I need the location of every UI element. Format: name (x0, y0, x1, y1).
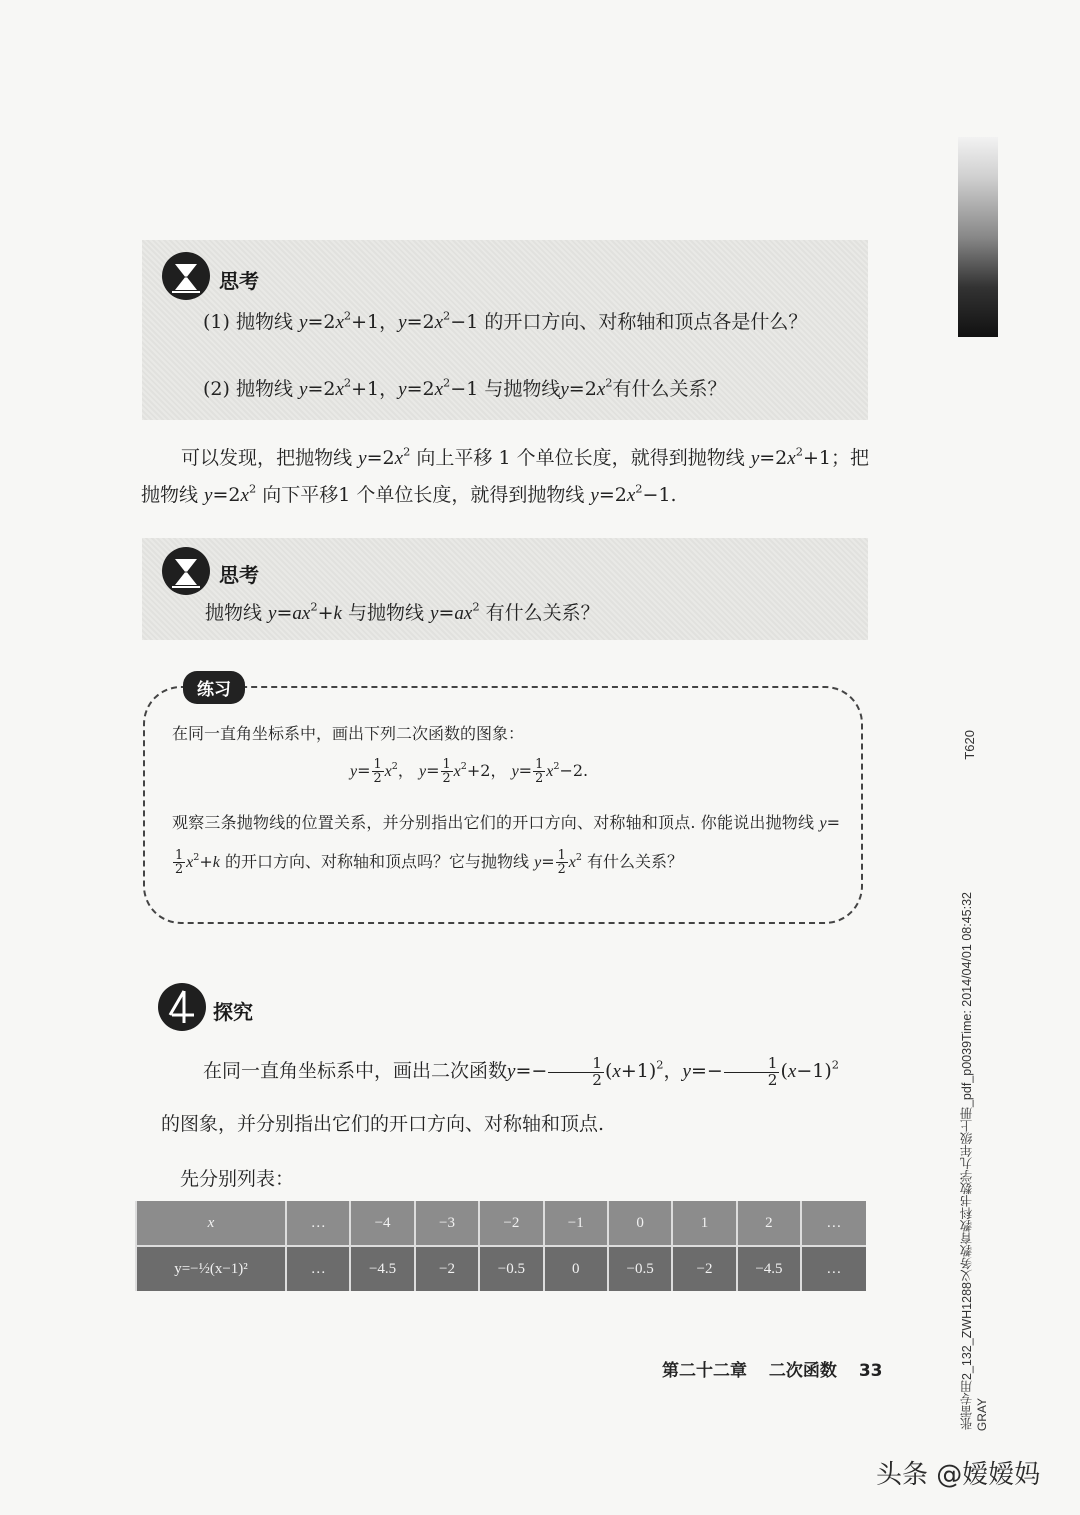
explore-title: 探究 (213, 1000, 253, 1024)
table-cell: −2 (672, 1246, 736, 1291)
practice-task: 观察三条抛物线的位置关系，并分别指出它们的开口方向、对称轴和顶点. 你能说出抛物线 y= $\frac{1}{2}$ $x^2+k$ 的开口方向、对称轴和顶点吗？它与抛物线 y= $\frac{1}{2}$ $x^2$ 有什么关系？ (172, 813, 840, 877)
practice-formulas: y= $\frac{1}{2}$ $x^2$， y= $\frac{1}{2}$ $x^2+2$， y= $\frac{1}{2}$ $x^2-2$. (350, 756, 589, 786)
side-stamp: 张雷专用2_132_ZWH1288义务教育教科书数学九年级上册_pdf_p0039Time: 2014/04/01 08:45:32 (960, 892, 974, 1430)
think-icon (162, 252, 210, 300)
table-cell: … (286, 1246, 350, 1291)
table-cell: −4.5 (350, 1246, 414, 1291)
gray-scale-strip (958, 137, 998, 337)
practice-label: 练习 (183, 671, 245, 704)
footer-chapter: 第二十二章 (662, 1361, 747, 1381)
table-cell: … (801, 1246, 865, 1291)
table-cell: −2 (479, 1201, 543, 1246)
table-header-y: y=−½(x−1)² (136, 1246, 286, 1291)
table-cell: … (801, 1201, 865, 1246)
think-1-question-2: (2) 抛物线 $y=2x^2+1$，$y=2x^2-1$ 与抛物线$y=2x^2$有什么关系？ (203, 375, 727, 400)
footer-section: 二次函数 (768, 1361, 837, 1381)
watermark: 头条 @嫒嫒妈 (876, 1460, 1041, 1490)
think-2-question: 抛物线 $y=ax^2+k$ 与抛物线 $y=ax^2$ 有什么关系？ (205, 599, 600, 624)
think-title-1: 思考 (219, 269, 259, 293)
table-cell: −4.5 (737, 1246, 801, 1291)
think-title-2: 思考 (219, 563, 259, 587)
think-1-question-1: (1) 抛物线 $y=2x^2+1$，$y=2x^2-1$ 的开口方向、对称轴和顶点各是什么？ (203, 308, 808, 333)
explore-icon (158, 983, 206, 1031)
table-cell: 2 (737, 1201, 801, 1246)
table-cell: 0 (608, 1201, 672, 1246)
page-number: 33 (858, 1361, 883, 1381)
table-cell: −3 (415, 1201, 479, 1246)
table-header-x: x (136, 1201, 286, 1246)
table-intro: 先分别列表： (180, 1168, 295, 1190)
value-table (135, 1201, 866, 1291)
table-cell: −0.5 (479, 1246, 543, 1291)
page-footer (662, 1356, 883, 1381)
table-cell: −4 (350, 1201, 414, 1246)
table-cell: 1 (672, 1201, 736, 1246)
table-row-y (136, 1246, 866, 1291)
table-cell: 0 (544, 1246, 608, 1291)
table-row-x (136, 1201, 866, 1246)
discovery-paragraph: 可以发现，把抛物线 $y=2x^2$ 向上平移 1 个单位长度，就得到抛物线 $y=2x^2+1$；把抛物线 $y=2x^2$ 向下平移1 个单位长度，就得到抛物线 $y=2x^2-1$. (141, 444, 869, 506)
table-cell: −0.5 (608, 1246, 672, 1291)
practice-intro: 在同一直角坐标系中，画出下列二次函数的图象： (172, 724, 525, 743)
side-code: T620 (962, 730, 977, 760)
table-cell: −2 (415, 1246, 479, 1291)
table-cell: −1 (544, 1201, 608, 1246)
explore-text: 在同一直角坐标系中，画出二次函数y=− $\frac{1}{2}$ $(x+1)^2$，y=− $\frac{1}{2}$ $(x-1)^2$ 的图象，并分别指出它们的开口方向、对称轴和顶点. (161, 1053, 839, 1135)
table-cell: … (286, 1201, 350, 1246)
side-gray-label: GRAY (975, 1398, 989, 1432)
think-icon (162, 547, 210, 595)
